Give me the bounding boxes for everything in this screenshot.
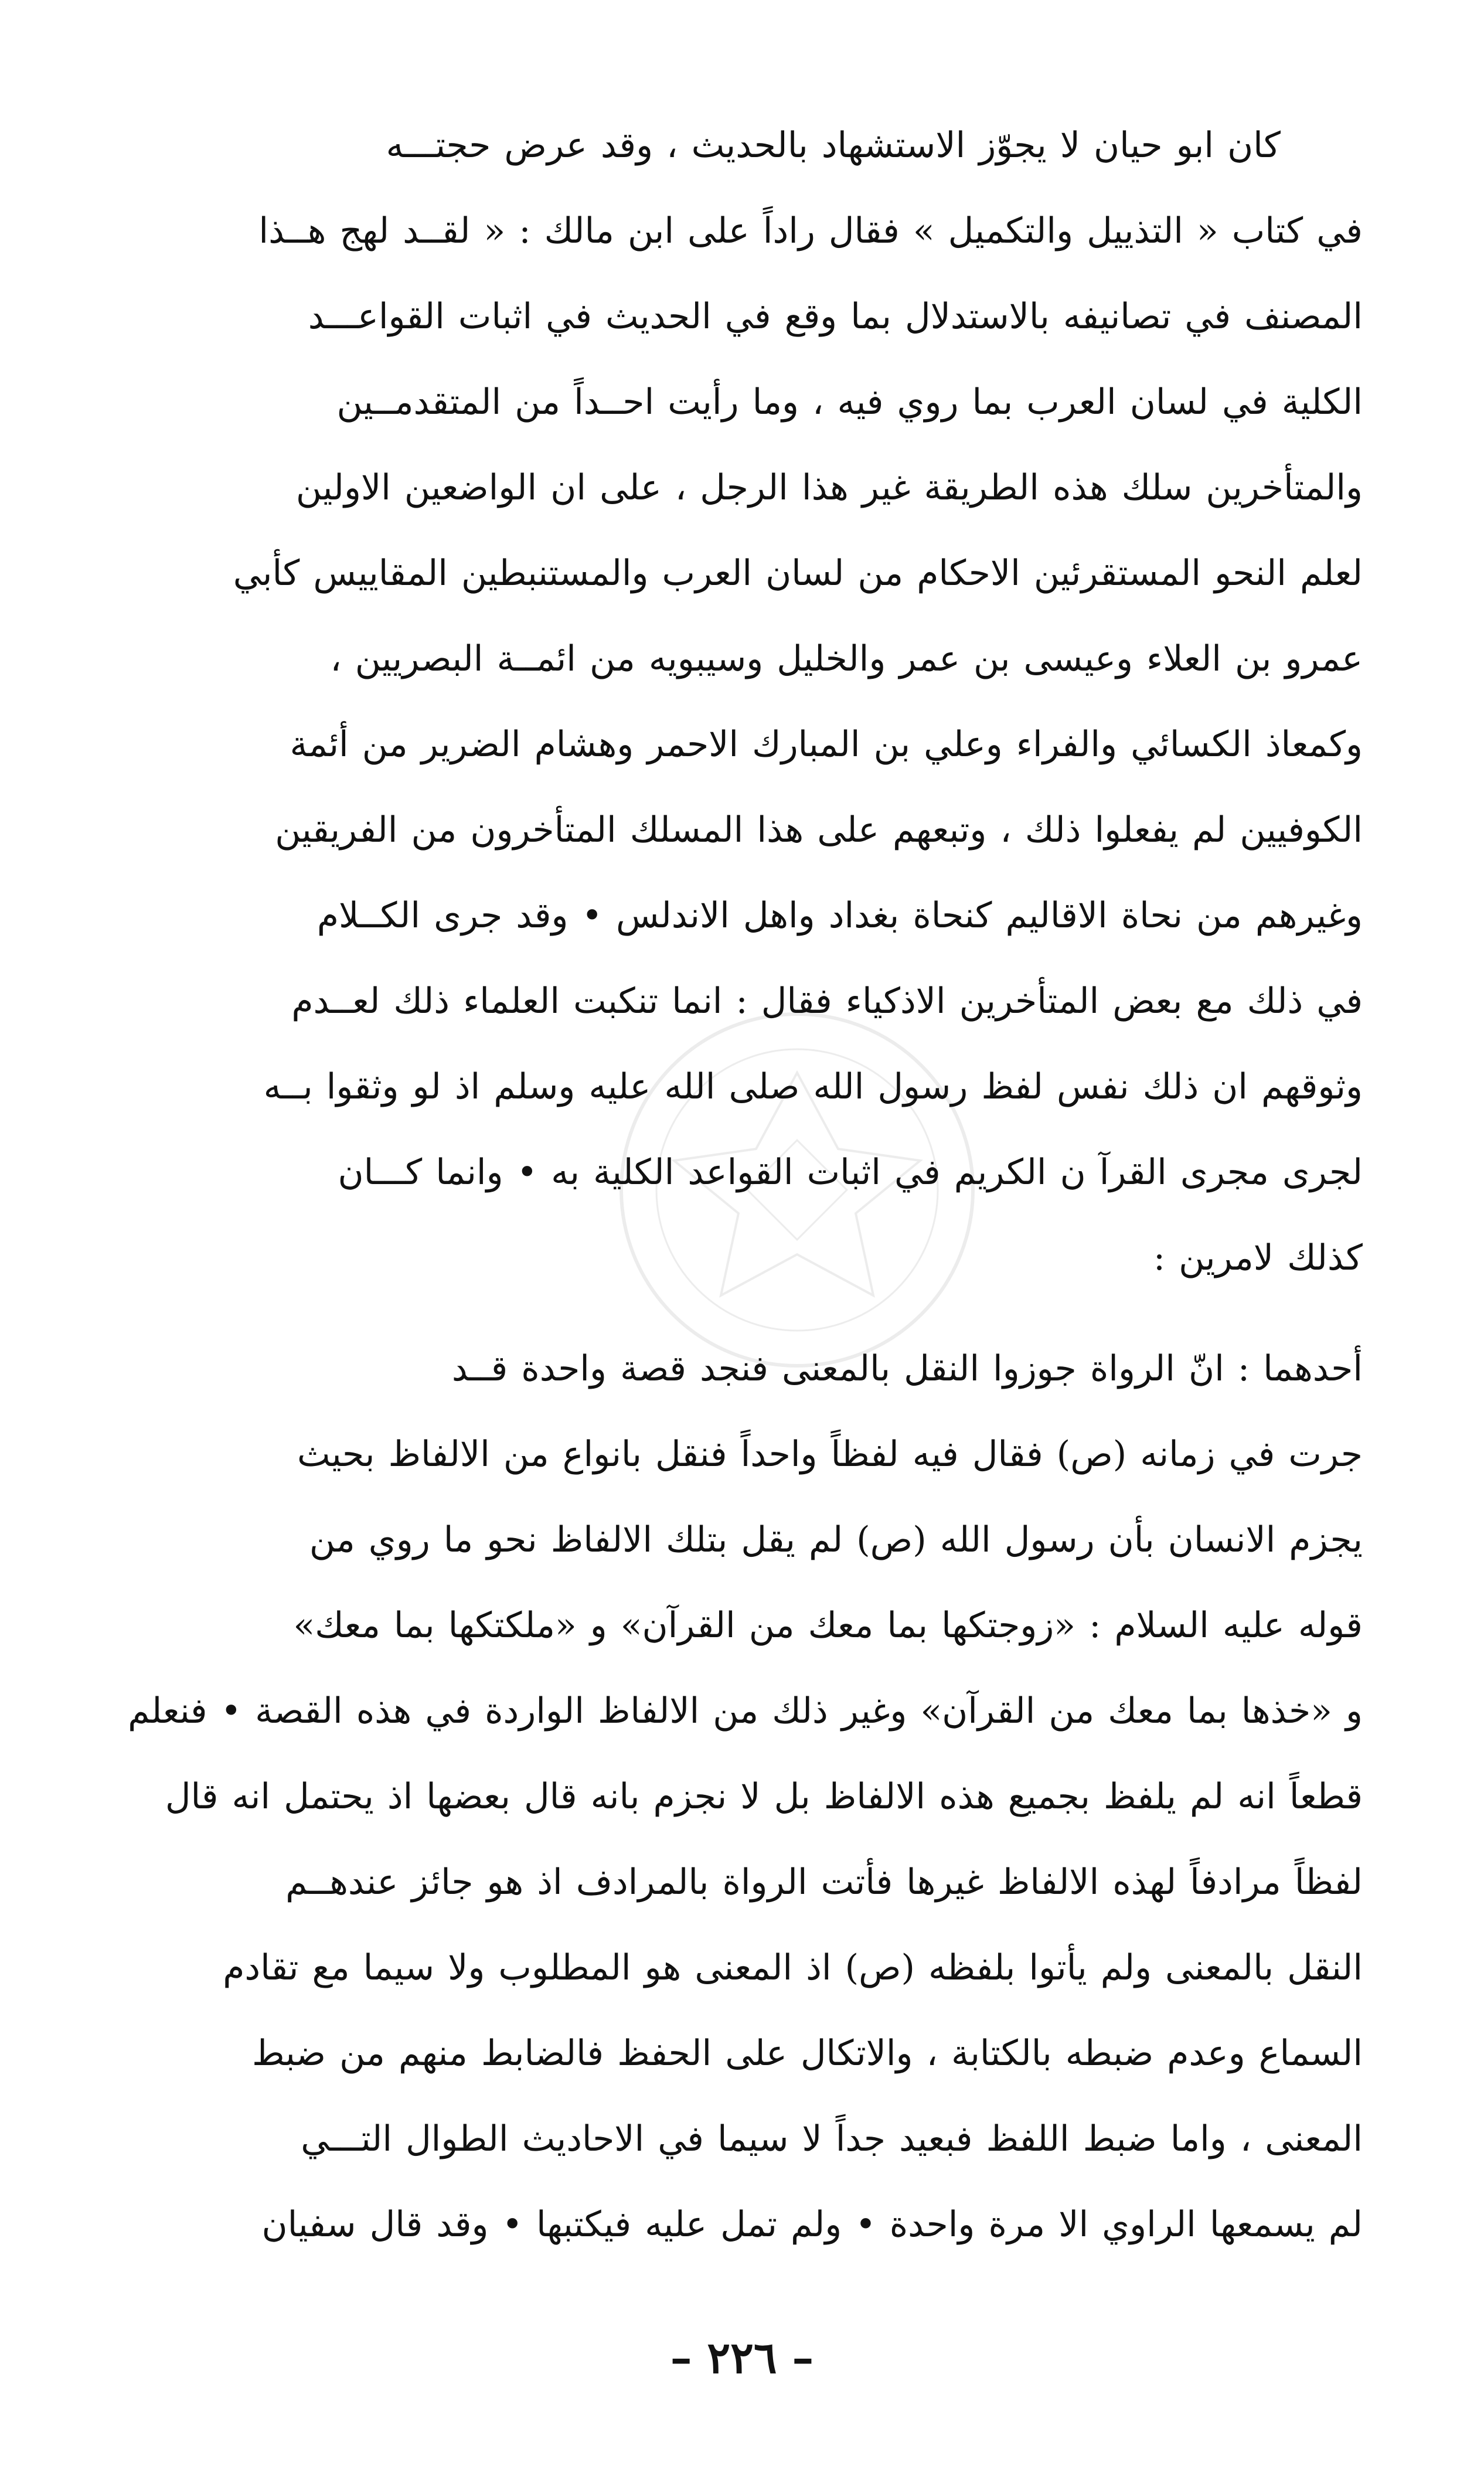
text-line: جرت في زمانه (ص) فقال فيه لفظاً واحداً فنقل بانواع من الالفاظ بحيث <box>297 1434 1363 1475</box>
text-line: يجزم الانسان بأن رسول الله (ص) لم يقل بتلك الالفاظ نحو ما روي من <box>309 1519 1363 1560</box>
text-line: النقل بالمعنى ولم يأتوا بلفظه (ص) اذ المعنى هو المطلوب ولا سيما مع تقادم <box>223 1947 1363 1988</box>
text-line: أحدهما : انّ الرواة جوزوا النقل بالمعنى فنجد قصة واحدة قــد <box>451 1348 1363 1389</box>
text-line: الكلية في لسان العرب بما روي فيه ، وما رأيت احــداً من المتقدمــين <box>336 382 1363 423</box>
text-line: السماع وعدم ضبطه بالكتابة ، والاتكال على الحفظ فالضابط منهم من ضبط <box>251 2033 1363 2074</box>
paragraph-2 <box>114 1326 1363 2267</box>
text-line: لجرى مجرى القرآ ن الكريم في اثبات القواعد الكلية به • وانما كـــان <box>338 1152 1363 1193</box>
text-line: المصنف في تصانيفه بالاستدلال بما وقع في الحديث في اثبات القواعـــد <box>308 296 1363 337</box>
page-number: – ٢٢٦ – <box>670 2333 814 2383</box>
text-line: قطعاً انه لم يلفظ بجميع هذه الالفاظ بل لا نجزم بانه قال بعضها اذ يحتمل انه قال <box>165 1776 1363 1817</box>
text-line: وغيرهم من نحاة الاقاليم كنحاة بغداد واهل الاندلس • وقد جرى الكــلام <box>316 895 1363 936</box>
text-line: و «خذها بما معك من القرآن» وغير ذلك من الالفاظ الواردة في هذه القصة • فنعلم <box>128 1691 1363 1732</box>
paragraph-1 <box>114 103 1363 1301</box>
text-line: كان ابو حيان لا يجوّز الاستشهاد بالحديث ، وقد عرض حجتـــه <box>386 125 1281 166</box>
text-line: لعلم النحو المستقرئين الاحكام من لسان العرب والمستنبطين المقاييس كأبي <box>233 553 1363 594</box>
text-line: لم يسمعها الراوي الا مرة واحدة • ولم تمل عليه فيكتبها • وقد قال سفيان <box>261 2204 1363 2245</box>
text-line: والمتأخرين سلك هذه الطريقة غير هذا الرجل ، على ان الواضعين الاولين <box>295 467 1363 508</box>
text-line: عمرو بن العلاء وعيسى بن عمر والخليل وسيبويه من ائمــة البصريين ، <box>330 638 1363 679</box>
text-line: في ذلك مع بعض المتأخرين الاذكياء فقال : انما تنكبت العلماء ذلك لعــدم <box>291 981 1363 1022</box>
text-line: في كتاب « التذييل والتكميل » فقال راداً على ابن مالك : « لقــد لهج هــذا <box>258 210 1363 251</box>
text-line: وكمعاذ الكسائي والفراء وعلي بن المبارك الاحمر وهشام الضرير من أئمة <box>290 724 1363 765</box>
text-line: قوله عليه السلام : «زوجتكها بما معك من القرآن» و «ملكتكها بما معك» <box>293 1605 1363 1646</box>
text-line: المعنى ، واما ضبط اللفظ فبعيد جداً لا سيما في الاحاديث الطوال التـــي <box>301 2118 1363 2159</box>
text-line: كذلك لامرين : <box>1153 1237 1363 1278</box>
text-line: وثوقهم ان ذلك نفس لفظ رسول الله صلى الله عليه وسلم اذ لو وثقوا بــه <box>263 1066 1363 1107</box>
text-line: لفظاً مرادفاً لهذه الالفاظ غيرها فأتت الرواة بالمرادف اذ هو جائز عندهــم <box>285 1862 1363 1903</box>
text-line: الكوفيين لم يفعلوا ذلك ، وتبعهم على هذا المسلك المتأخرون من الفريقين <box>275 809 1363 851</box>
